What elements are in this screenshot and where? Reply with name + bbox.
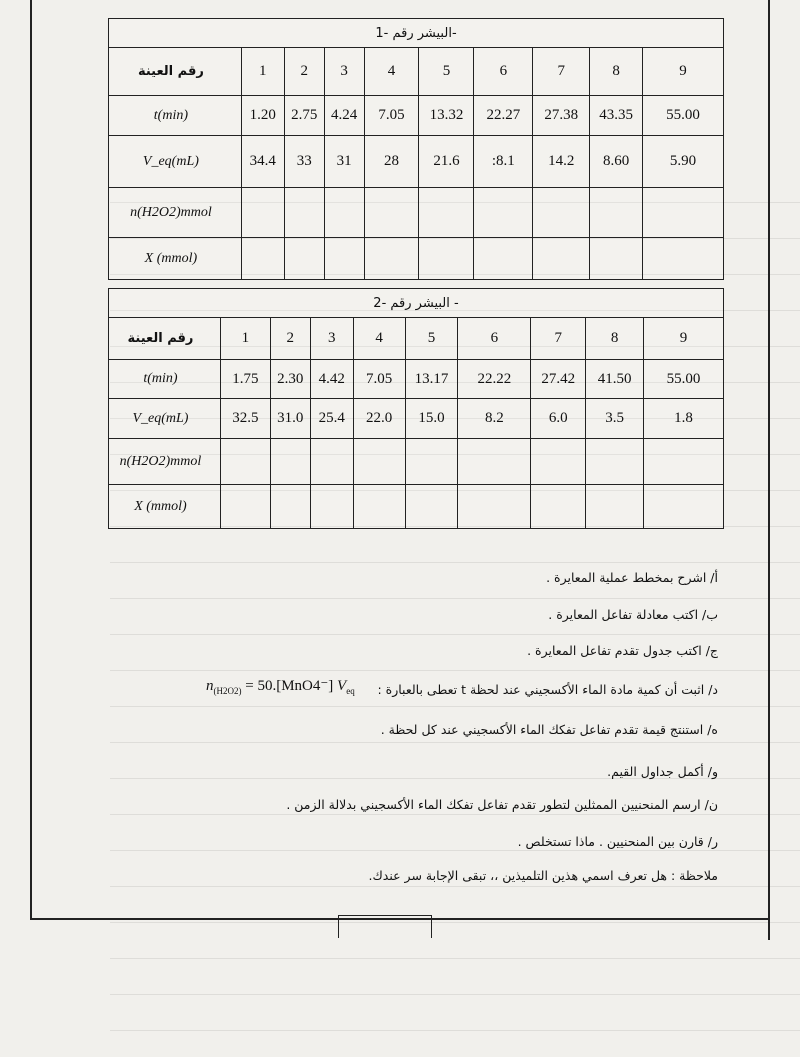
table-cell: :8.1	[474, 136, 533, 188]
table-cell: 8	[590, 48, 643, 96]
table-cell	[586, 439, 644, 485]
table-cell: 9	[643, 48, 724, 96]
question-g: ن/ ارسم المنحنيين الممثلين لتطور تقدم تفاعل تفكك الماء الأكسجيني بدلالة الزمن .	[286, 797, 718, 812]
table-cell: 4	[353, 318, 405, 360]
table-cell: 7.05	[353, 360, 405, 399]
table-cell	[405, 439, 458, 485]
table-cell	[474, 238, 533, 280]
table-cell: 22.0	[353, 399, 405, 439]
table-cell: 1.75	[220, 360, 270, 399]
table-cell: 5	[419, 48, 474, 96]
table-row-samples	[109, 48, 724, 96]
table-cell: 2.30	[270, 360, 310, 399]
table-cell: 4.24	[324, 96, 364, 136]
table-cell: 15.0	[405, 399, 458, 439]
stamp-box	[338, 915, 432, 938]
table-cell: 2.75	[284, 96, 324, 136]
table-cell: 5.90	[643, 136, 724, 188]
table-cell: 6	[458, 318, 531, 360]
question-b: ب/ اكتب معادلة تفاعل المعايرة .	[548, 607, 718, 622]
table-cell	[284, 238, 324, 280]
table-cell: 3.5	[586, 399, 644, 439]
row-header-sample: رقم العينة	[109, 318, 221, 360]
note: ملاحظة : هل تعرف اسمي هذين التلميذين ،، تبقى الإجابة سر عندك.	[368, 868, 718, 883]
table-cell: 34.4	[241, 136, 284, 188]
table-cell	[324, 238, 364, 280]
table-cell: 4	[364, 48, 419, 96]
row-header-n: n(H2O2)mmol	[109, 188, 242, 238]
page-frame-right	[768, 0, 770, 940]
table-cell	[353, 439, 405, 485]
table-cell: 3	[310, 318, 353, 360]
table-cell	[458, 485, 531, 529]
table-cell	[586, 485, 644, 529]
table-cell: 3	[324, 48, 364, 96]
table-cell	[220, 439, 270, 485]
table-cell: 1	[220, 318, 270, 360]
table-cell: 4.42	[310, 360, 353, 399]
table-cell: 6.0	[531, 399, 586, 439]
row-header-veq: V_eq(mL)	[109, 399, 221, 439]
question-a: أ/ اشرح بمخطط عملية المعايرة .	[546, 570, 718, 585]
beaker-1-table	[108, 18, 724, 280]
table-cell	[241, 238, 284, 280]
table-cell: 9	[644, 318, 724, 360]
table-cell: 27.42	[531, 360, 586, 399]
row-header-x: X (mmol)	[109, 238, 242, 280]
table-cell: 21.6	[419, 136, 474, 188]
table-cell: 27.38	[533, 96, 590, 136]
table-cell: 1	[241, 48, 284, 96]
row-header-time: t(min)	[109, 96, 242, 136]
table-cell	[310, 439, 353, 485]
table-caption: البيشر رقم -1-	[109, 19, 724, 48]
table-cell	[324, 188, 364, 238]
table-cell: 14.2	[533, 136, 590, 188]
table-cell: 41.50	[586, 360, 644, 399]
table-row-n	[109, 188, 724, 238]
formula-species: [MnO4⁻]	[276, 678, 334, 694]
beaker-2-table	[108, 288, 724, 529]
table-cell	[644, 439, 724, 485]
table-cell: 7	[533, 48, 590, 96]
table-cell: 7.05	[364, 96, 419, 136]
table-row-veq	[109, 136, 724, 188]
row-header-veq: V_eq(mL)	[109, 136, 242, 188]
table-cell	[643, 188, 724, 238]
row-header-x: X (mmol)	[109, 485, 221, 529]
question-d: د/ اثبت أن كمية مادة الماء الأكسجيني عند لحظة t تعطى بالعبارة :	[377, 682, 718, 697]
question-h: ر/ قارن بين المنحنيين . ماذا تستخلص .	[517, 834, 718, 849]
table-cell	[220, 485, 270, 529]
table-row-veq	[109, 399, 724, 439]
table-cell	[364, 238, 419, 280]
formula-rhs: V	[337, 678, 347, 694]
table-cell	[364, 188, 419, 238]
table-cell: 25.4	[310, 399, 353, 439]
page-frame-left	[30, 0, 32, 920]
table-cell	[270, 485, 310, 529]
table-caption: البيشر رقم -2 -	[109, 289, 724, 318]
table-cell: 1.8	[644, 399, 724, 439]
table-cell: 8	[586, 318, 644, 360]
row-header-n: n(H2O2)mmol	[109, 439, 221, 485]
table-cell	[533, 238, 590, 280]
table-cell: 5	[405, 318, 458, 360]
table-row-n	[109, 439, 724, 485]
table-cell: 8.2	[458, 399, 531, 439]
table-cell	[405, 485, 458, 529]
table-row-samples	[109, 318, 724, 360]
table-cell	[353, 485, 405, 529]
table-cell	[458, 439, 531, 485]
table-cell: 43.35	[590, 96, 643, 136]
table-cell: 32.5	[220, 399, 270, 439]
table-cell: 31.0	[270, 399, 310, 439]
formula-rhs-sub: eq	[346, 686, 355, 696]
table-cell	[284, 188, 324, 238]
table-cell	[310, 485, 353, 529]
table-cell	[419, 238, 474, 280]
table-cell: 28	[364, 136, 419, 188]
table-cell	[531, 485, 586, 529]
table-cell: 22.27	[474, 96, 533, 136]
table-row-time	[109, 96, 724, 136]
table-cell	[474, 188, 533, 238]
formula-lhs: n	[206, 678, 214, 694]
table-cell: 2	[284, 48, 324, 96]
table-cell: 55.00	[644, 360, 724, 399]
table-cell: 33	[284, 136, 324, 188]
table-cell: 55.00	[643, 96, 724, 136]
table-row-x	[109, 238, 724, 280]
question-e: ه/ استنتج قيمة تقدم تفاعل تفكك الماء الأكسجيني عند كل لحظة .	[380, 722, 718, 737]
table-cell	[590, 188, 643, 238]
row-header-sample: رقم العينة	[109, 48, 242, 96]
table-cell: 22.22	[458, 360, 531, 399]
table-row-time	[109, 360, 724, 399]
table-cell: 2	[270, 318, 310, 360]
table-cell: 6	[474, 48, 533, 96]
table-cell: 8.60	[590, 136, 643, 188]
table-cell: 1.20	[241, 96, 284, 136]
table-cell	[644, 485, 724, 529]
table-cell	[419, 188, 474, 238]
formula-lhs-sub: (H2O2)	[213, 686, 242, 696]
table-cell	[643, 238, 724, 280]
table-cell: 7	[531, 318, 586, 360]
table-cell	[533, 188, 590, 238]
table-cell: 13.17	[405, 360, 458, 399]
formula-expression	[206, 676, 355, 696]
table-cell	[270, 439, 310, 485]
row-header-time: t(min)	[109, 360, 221, 399]
table-cell	[531, 439, 586, 485]
formula-equals: = 50.	[245, 678, 277, 694]
table-cell	[241, 188, 284, 238]
question-f: و/ أكمل جداول القيم.	[607, 764, 718, 779]
question-c: ج/ اكتب جدول تقدم تفاعل المعايرة .	[527, 643, 718, 658]
table-cell	[590, 238, 643, 280]
table-cell: 13.32	[419, 96, 474, 136]
table-cell: 31	[324, 136, 364, 188]
table-row-x	[109, 485, 724, 529]
